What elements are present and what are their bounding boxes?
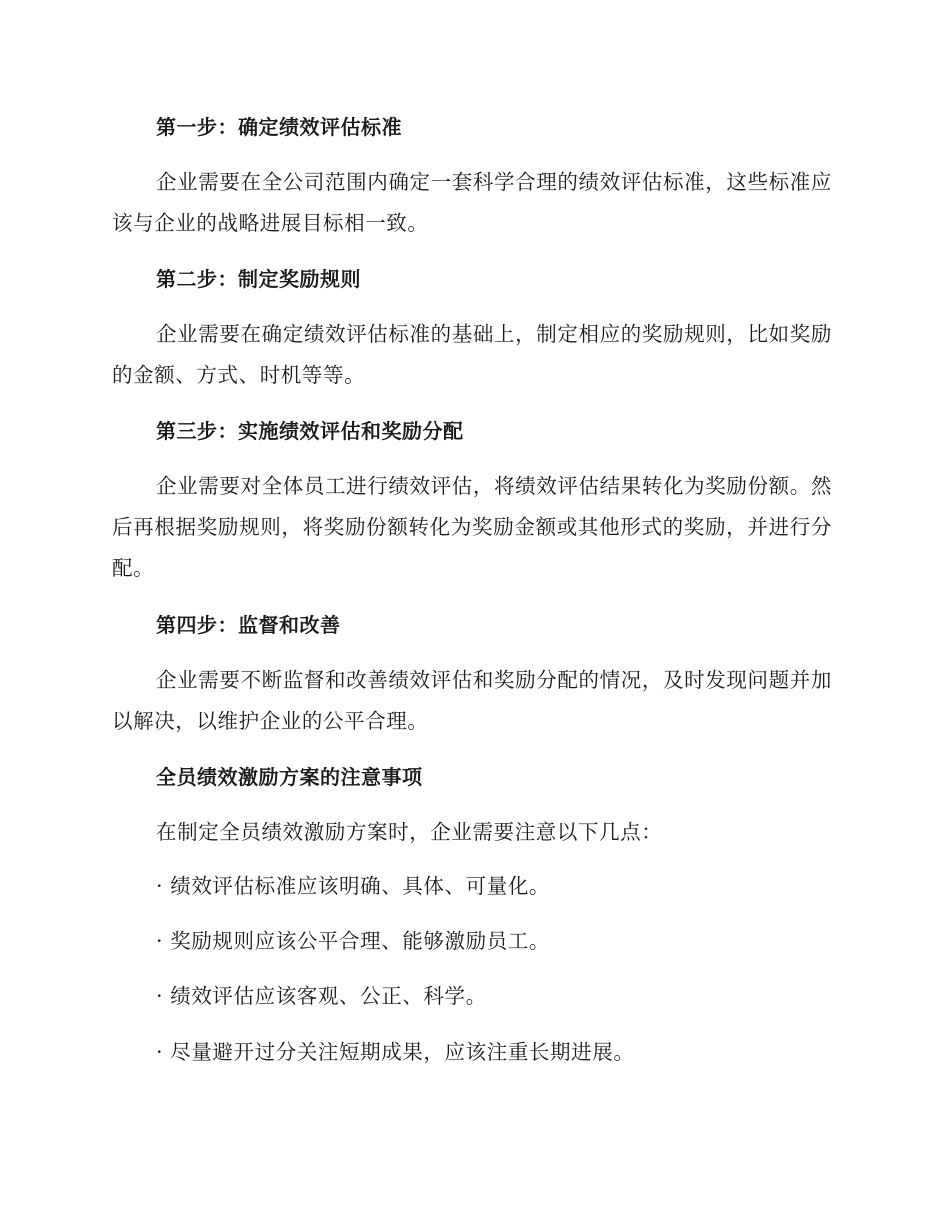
section-body-step-4: 企业需要不断监督和改善绩效评估和奖励分配的情况，及时发现问题并加以解决，以维护企业的公平合理。: [112, 668, 832, 733]
section-heading-step-4: 第四步：监督和改善: [156, 613, 341, 637]
bullet-item: · 绩效评估应该客观、公正、科学。: [156, 984, 487, 1008]
section-body-step-3: 企业需要对全体员工进行绩效评估，将绩效评估结果转化为奖励份额。然后再根据奖励规则，将奖励份额转化为奖励金额或其他形式的奖励，并进行分配。: [112, 474, 832, 580]
bullet-item: · 尽量避开过分关注短期成果，应该注重长期进展。: [156, 1040, 635, 1064]
notes-intro: 在制定全员绩效激励方案时，企业需要注意以下几点：: [156, 820, 663, 844]
notes-heading: 全员绩效激励方案的注意事项: [156, 765, 423, 789]
section-body-step-1: 企业需要在全公司范围内确定一套科学合理的绩效评估标准，这些标准应该与企业的战略进展目标相一致。: [112, 170, 832, 235]
section-heading-step-1: 第一步：确定绩效评估标准: [156, 115, 402, 139]
section-heading-step-3: 第三步：实施绩效评估和奖励分配: [156, 419, 464, 443]
section-heading-step-2: 第二步：制定奖励规则: [156, 267, 361, 291]
section-body-step-2: 企业需要在确定绩效评估标准的基础上，制定相应的奖励规则，比如奖励的金额、方式、时机等等。: [112, 322, 832, 387]
bullet-item: · 绩效评估标准应该明确、具体、可量化。: [156, 874, 551, 898]
bullet-item: · 奖励规则应该公平合理、能够激励员工。: [156, 929, 551, 953]
